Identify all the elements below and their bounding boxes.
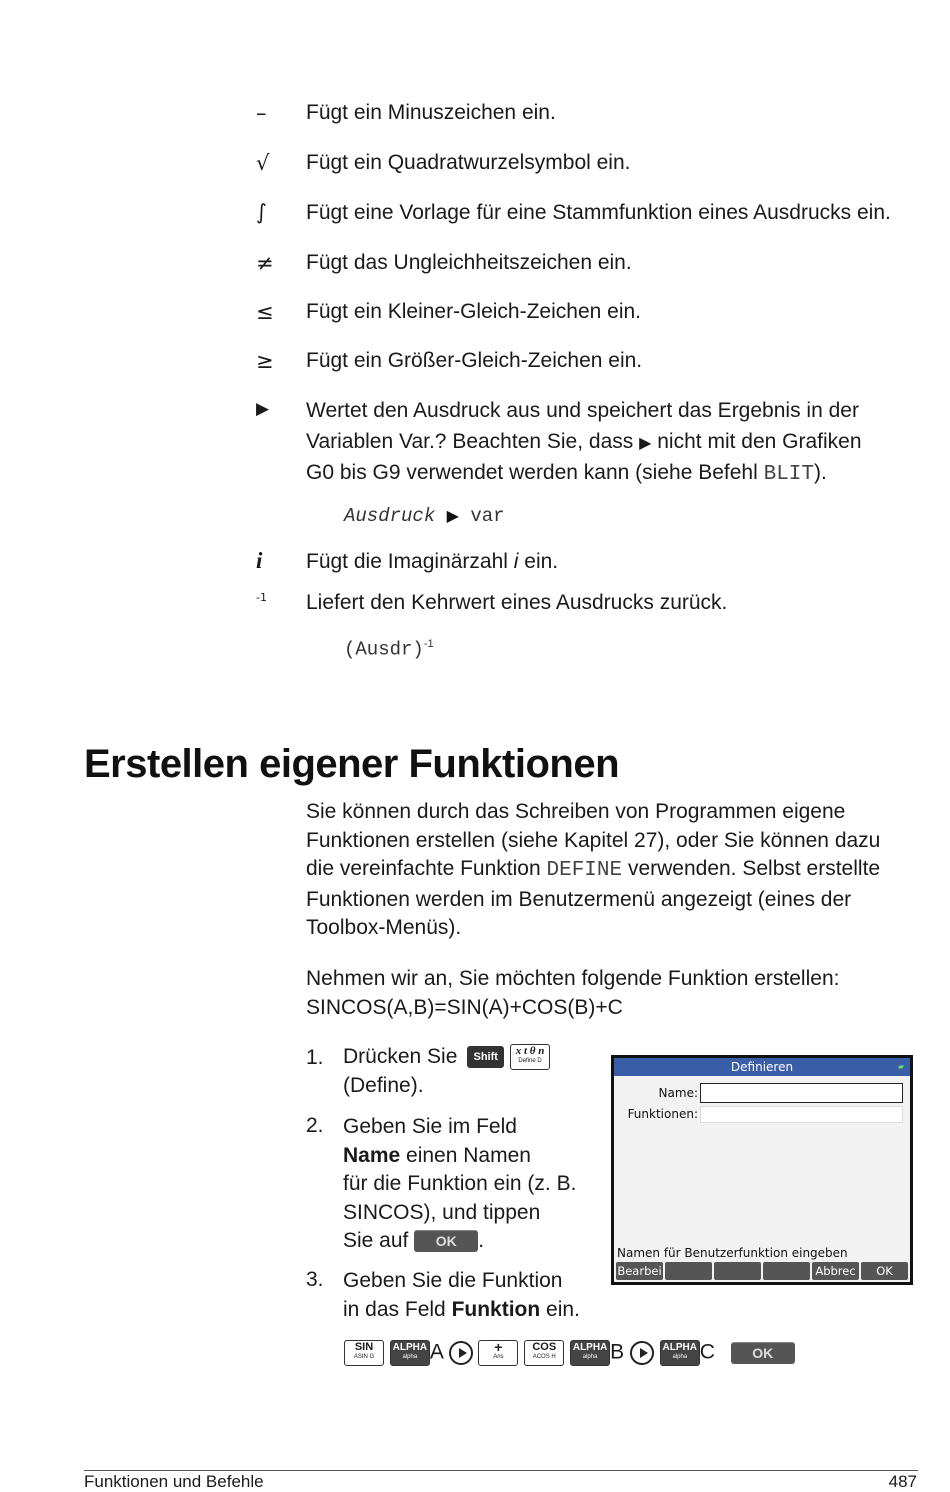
store-line2: [306, 426, 862, 459]
section-heading: Erstellen eigener Funktionen: [84, 742, 620, 786]
step-3-text: [343, 1267, 580, 1324]
xtn-key-sub2: D: [537, 1058, 542, 1065]
step-2-line-5: Sie auf: [343, 1229, 409, 1252]
imag-text-i: i: [513, 550, 519, 573]
inverse-description: Liefert den Kehrwert eines Ausdrucks zurück.: [306, 591, 728, 614]
softkey-ok[interactable]: OK: [861, 1262, 908, 1280]
define-code: DEFINE: [546, 859, 623, 882]
cos-key-sub2: H: [551, 1354, 556, 1360]
imag-text-b: ein.: [518, 550, 559, 573]
not-equal-description: Fügt das Ungleichheitszeichen ein.: [306, 251, 632, 274]
sqrt-symbol: √: [256, 151, 270, 175]
alpha-key-label: ALPHA: [662, 1342, 697, 1353]
store-syntax-symbol: ▶: [446, 506, 459, 525]
step-2-line-1: Geben Sie im Feld: [343, 1115, 517, 1138]
blit-code: BLIT: [763, 463, 815, 486]
softkey-empty-1[interactable]: [665, 1262, 712, 1280]
step-1-text: [343, 1043, 550, 1100]
softkey-empty-3[interactable]: [763, 1262, 810, 1280]
example-paragraph: [306, 965, 916, 1022]
store-syntax: [344, 505, 505, 527]
softkey-empty-2[interactable]: [714, 1262, 761, 1280]
key-sequence: [344, 1340, 795, 1366]
letter-a: A: [429, 1340, 443, 1364]
intro-line-3: [306, 855, 916, 886]
minus-symbol: –: [256, 101, 267, 125]
inverse-syntax: [344, 638, 434, 660]
store-line3-b: ).: [814, 461, 827, 484]
plus-key-sub: Ans: [493, 1354, 504, 1360]
store-syntax-var: var: [470, 505, 505, 527]
store-line3-a: G0 bis G9 verwendet werden kann (siehe Befehl: [306, 461, 764, 484]
function-field[interactable]: [700, 1106, 903, 1123]
letter-b: B: [610, 1340, 625, 1364]
ok-button-icon: OK: [731, 1342, 795, 1364]
plus-key-label: +: [494, 1339, 503, 1355]
step-2-line-2: einen Namen: [400, 1143, 531, 1167]
step-2-end: .: [478, 1229, 485, 1252]
intro-paragraph: [306, 798, 916, 943]
inverse-syntax-expr: (Ausdr): [344, 638, 424, 661]
step-2-line-4: SINCOS), und tippen: [343, 1200, 541, 1224]
ok-button-icon: OK: [414, 1230, 478, 1252]
sin-key-icon: [344, 1340, 384, 1366]
name-label: Name:: [658, 1086, 698, 1100]
sin-key-label: SIN: [354, 1341, 374, 1353]
softkey-edit[interactable]: Bearbei: [617, 1264, 662, 1278]
imaginary-description: [306, 546, 558, 577]
battery-icon: ▰: [897, 1062, 904, 1071]
page-number: 487: [888, 1472, 917, 1491]
inverse-symbol: -1: [256, 591, 267, 604]
store-line3: [306, 457, 827, 490]
xtn-key-icon: [510, 1044, 550, 1070]
integral-symbol: ∫: [256, 200, 267, 224]
minus-description: Fügt ein Minuszeichen ein.: [306, 101, 556, 124]
less-equal-symbol: ≤: [256, 300, 274, 324]
intro-line-3-b: verwenden. Selbst erstellte: [622, 857, 881, 880]
step-3-funktion-bold: Funktion: [451, 1297, 541, 1321]
intro-line-2: Funktionen erstellen (siehe Kapitel 27), oder Sie können dazu: [306, 828, 881, 852]
function-label: Funktionen:: [627, 1107, 698, 1121]
store-inline-symbol: ▶: [639, 435, 652, 452]
not-equal-symbol: ≠: [256, 251, 274, 275]
integral-description: Fügt eine Vorlage für eine Stammfunktion eines Ausdrucks ein.: [306, 201, 891, 224]
imaginary-symbol: i: [256, 548, 263, 573]
step-2-number: 2.: [306, 1114, 324, 1137]
step-1-line-2: (Define).: [343, 1073, 424, 1097]
example-line-1: Nehmen wir an, Sie möchten folgende Funktion erstellen:: [306, 967, 840, 990]
right-arrow-icon: [449, 1341, 473, 1365]
softkey-cancel[interactable]: Abbrec: [812, 1262, 859, 1280]
step-1-number: 1.: [306, 1046, 324, 1069]
sqrt-description: Fügt ein Quadratwurzelsymbol ein.: [306, 151, 631, 174]
inverse-syntax-sup: -1: [423, 638, 434, 650]
step-2-name-bold: Name: [343, 1143, 401, 1167]
step-3-line-2-b: ein.: [540, 1297, 580, 1321]
shift-key-label: Shift: [473, 1051, 498, 1064]
intro-line-1: Sie können durch das Schreiben von Programmen eigene: [306, 800, 846, 823]
store-symbol: ▶: [256, 399, 270, 419]
sin-key-sub: ASIN: [353, 1354, 368, 1360]
intro-line-5: Toolbox-Menüs).: [306, 916, 462, 939]
store-line2-b: nicht mit den Grafiken: [651, 430, 862, 453]
alpha-key-label: ALPHA: [572, 1342, 608, 1353]
less-equal-description: Fügt ein Kleiner-Gleich-Zeichen ein.: [306, 300, 641, 323]
alpha-key-icon: [390, 1340, 430, 1366]
plus-key-icon: [478, 1340, 518, 1366]
step-2-text: [343, 1113, 576, 1256]
store-line2-a: Variablen Var.? Beachten Sie, dass: [306, 430, 640, 453]
step-3-number: 3.: [306, 1268, 324, 1291]
dialog-titlebar: Definieren: [614, 1058, 910, 1076]
right-arrow-icon: [630, 1341, 654, 1365]
store-syntax-arg: Ausdruck: [344, 505, 436, 527]
alpha-key-sub: alpha: [582, 1354, 598, 1360]
step-2-line-3: für die Funktion ein (z. B.: [343, 1172, 577, 1195]
greater-equal-symbol: ≥: [256, 349, 274, 373]
xtn-key-sub: Define: [518, 1058, 536, 1065]
intro-line-3-a: die vereinfachte Funktion: [306, 857, 547, 880]
step-3-line-2-a: in das Feld: [343, 1297, 452, 1321]
store-line1: Wertet den Ausdruck aus und speichert das Ergebnis in der: [306, 399, 859, 422]
example-formula: SINCOS(A,B)=SIN(A)+COS(B)+C: [306, 995, 623, 1019]
xtn-key-label: x t θ n: [515, 1045, 545, 1058]
cos-key-icon: [524, 1340, 564, 1366]
footer-chapter: Funktionen und Befehle: [84, 1472, 264, 1491]
alpha-key-sub: alpha: [672, 1354, 688, 1360]
shift-key-icon: [467, 1046, 504, 1068]
alpha-key-label: ALPHA: [392, 1342, 428, 1353]
softkey-bar: [616, 1262, 908, 1280]
alpha-key-icon: [660, 1340, 700, 1366]
define-dialog-screenshot: [611, 1055, 913, 1285]
footer-rule: [84, 1470, 918, 1471]
intro-line-4: Funktionen werden im Benutzermenü angezeigt (eines der: [306, 887, 852, 911]
greater-equal-description: Fügt ein Größer-Gleich-Zeichen ein.: [306, 349, 643, 372]
alpha-key-icon: [570, 1340, 610, 1366]
cos-key-sub: ACOS: [532, 1354, 550, 1360]
sin-key-sub2: G: [369, 1354, 375, 1360]
letter-c: C: [699, 1340, 715, 1364]
dialog-prompt: Namen für Benutzerfunktion eingeben: [617, 1246, 848, 1260]
step-3-line-1: Geben Sie die Funktion: [343, 1269, 563, 1292]
cos-key-label: COS: [532, 1341, 557, 1353]
alpha-key-sub: alpha: [402, 1354, 418, 1360]
imag-text-a: Fügt die Imaginärzahl: [306, 550, 514, 573]
name-field[interactable]: [700, 1083, 903, 1103]
step-1-line-1: Drücken Sie: [343, 1045, 458, 1068]
